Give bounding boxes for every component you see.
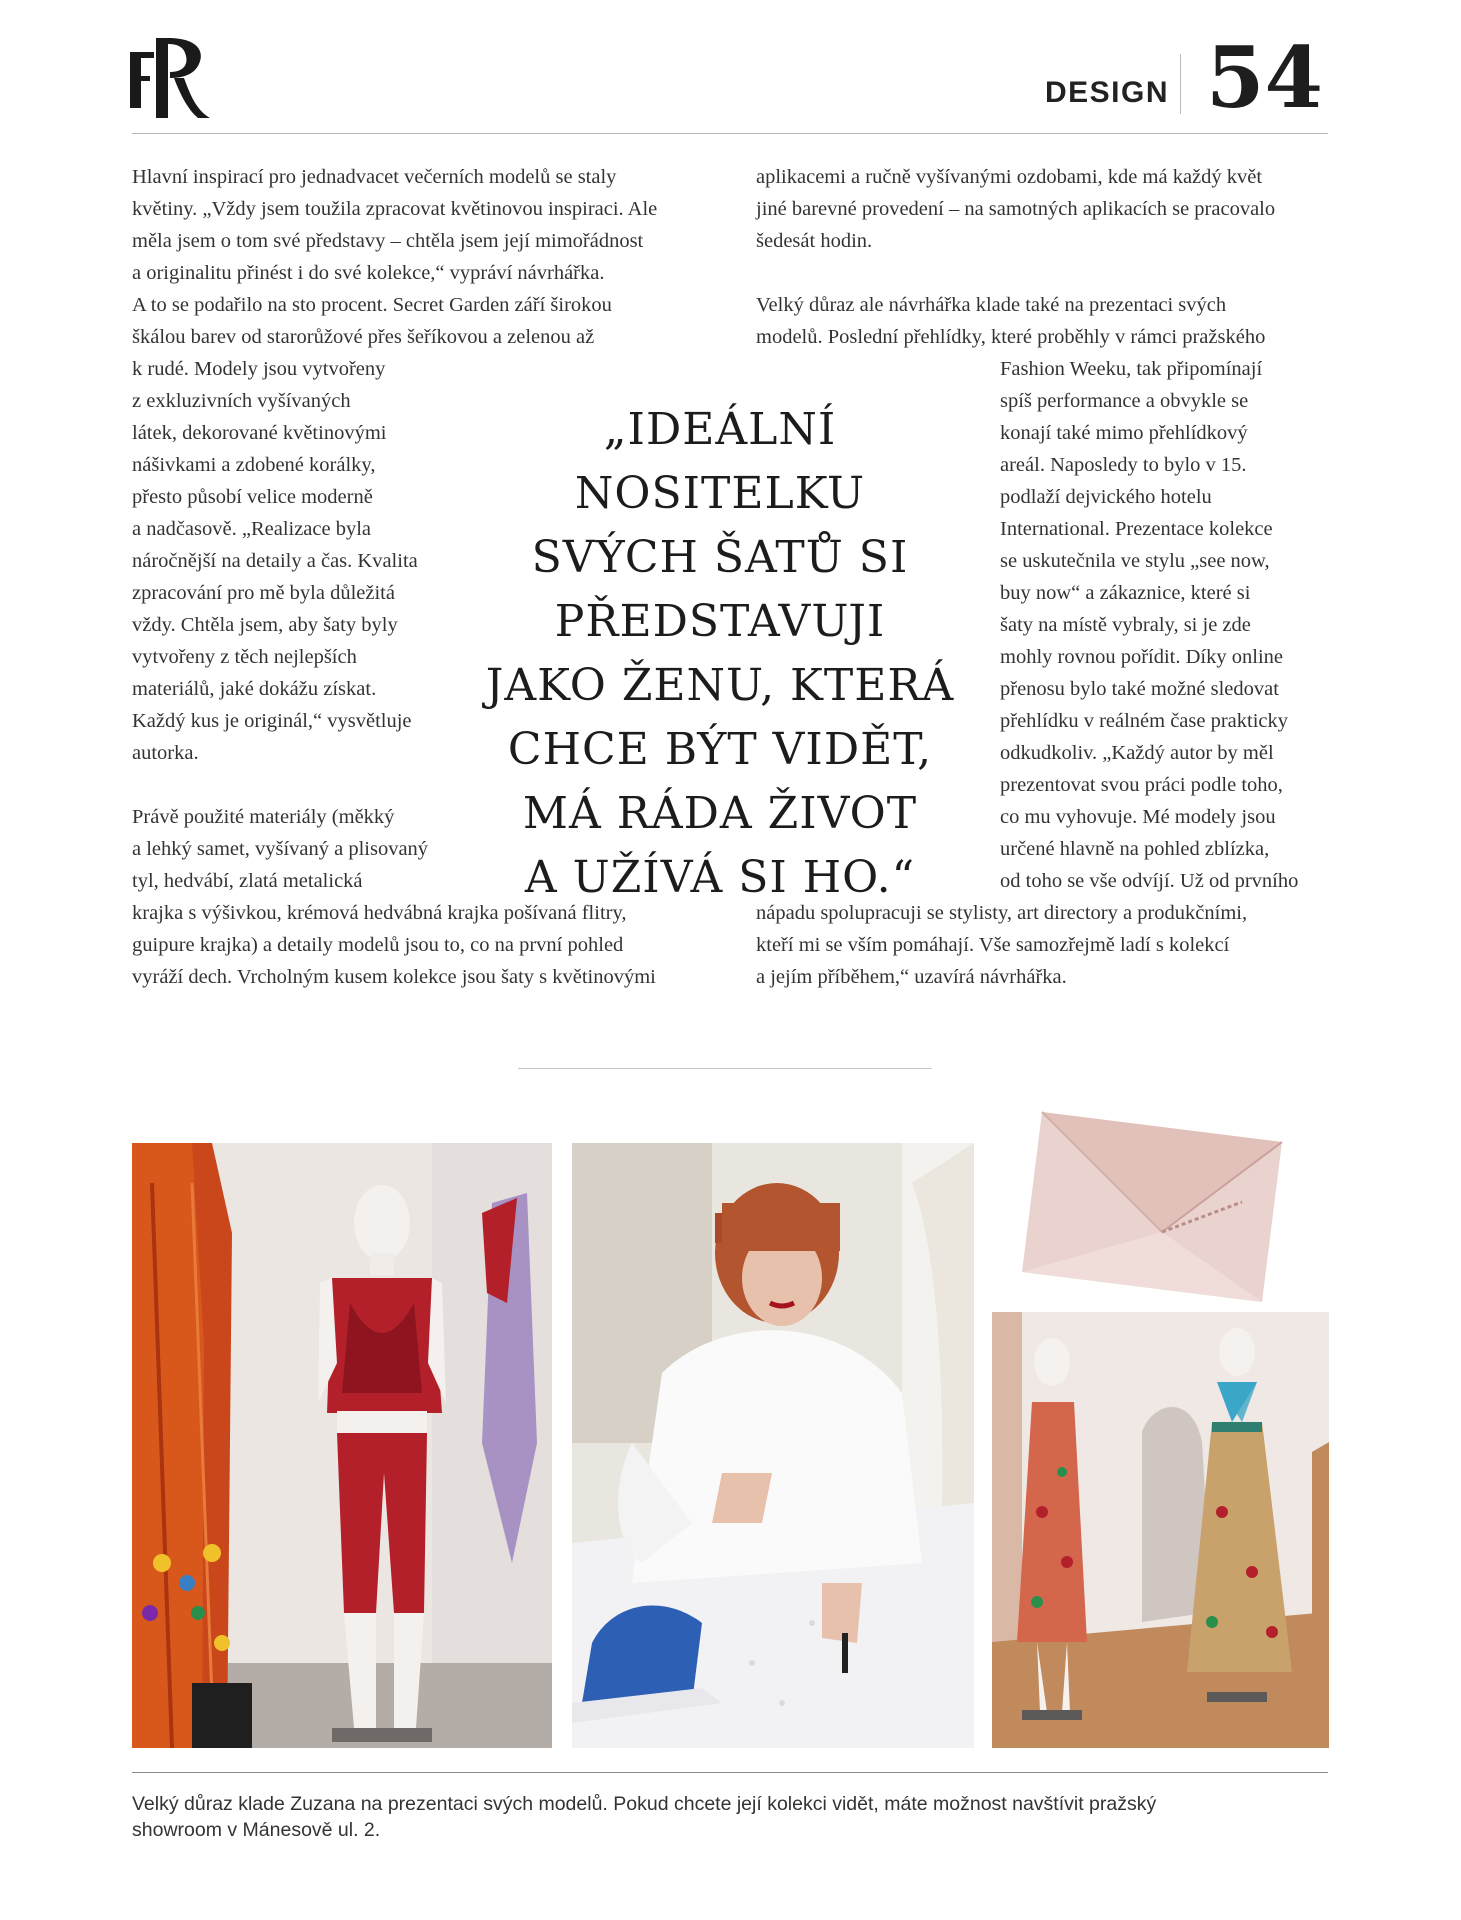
- article-text-line: šaty na místě vybraly, si je zde: [1000, 614, 1251, 636]
- article-text-line: zpracování pro mě byla důležitá: [132, 582, 395, 604]
- article-text-line: areál. Naposledy to bylo v 15.: [1000, 454, 1247, 476]
- caption-line: Velký důraz klade Zuzana na prezentaci svých modelů. Pokud chcete její kolekci vidět, máte možnost navštívit pražský: [132, 1793, 1157, 1815]
- pull-quote-line: „IDEÁLNÍ: [603, 404, 837, 455]
- article-text-line: [756, 257, 1336, 289]
- article-text-line: náročnější na detaily a čas. Kvalita: [132, 550, 418, 572]
- caption-rule: [132, 1772, 1328, 1773]
- article-text-line: jiné barevné provedení – na samotných aplikacích se pracovalo: [756, 198, 1276, 220]
- pull-quote-line: PŘEDSTAVUJI: [554, 596, 886, 647]
- article-text-line: a nadčasově. „Realizace byla: [132, 518, 372, 540]
- article-text-line: určené hlavně na pohled zblízka,: [1000, 838, 1270, 860]
- article-text-line: škálou barev od starorůžové přes šeříkovou a zelenou až: [132, 326, 595, 348]
- pull-quote-line: A UŽÍVÁ SI HO.“: [524, 852, 916, 903]
- article-text-line: guipure krajka) a detaily modelů jsou to, co na první pohled: [132, 934, 624, 956]
- article-text-line: vyráží dech. Vrcholným kusem kolekce jsou šaty s květinovými: [132, 966, 656, 988]
- photo-floral-dresses: [992, 1312, 1329, 1748]
- article-text-line: krajka s výšivkou, krémová hedvábná krajka pošívaná flitry,: [132, 902, 627, 924]
- article-text-line: vždy. Chtěla jsem, aby šaty byly: [132, 614, 398, 636]
- page-number: 54: [1206, 28, 1323, 127]
- photo-pink-clutch: [1012, 1102, 1298, 1322]
- article-text-line: se uskutečnila ve stylu „see now,: [1000, 550, 1270, 572]
- article-text-line: květiny. „Vždy jsem toužila zpracovat květinovou inspiraci. Ale: [132, 198, 658, 220]
- article-text-line: a originalitu přinést i do své kolekce,“ vypráví návrhářka.: [132, 262, 605, 284]
- header-divider: [1180, 54, 1181, 114]
- article-text-line: přesto působí velice moderně: [132, 486, 373, 508]
- photo-red-outfit-mannequin: [132, 1143, 552, 1748]
- article-text-line: International. Prezentace kolekce: [1000, 518, 1273, 540]
- article-text-line: kteří mi se vším pomáhají. Vše samozřejmě ladí s kolekcí: [756, 934, 1230, 956]
- article-text-line: a lehký samet, vyšívaný a plisovaný: [132, 838, 429, 860]
- article-text-line: z exkluzivních vyšívaných: [132, 390, 351, 412]
- pull-quote-line: MÁ RÁDA ŽIVOT: [522, 788, 918, 839]
- article-text-line: nápadu spolupracuji se stylisty, art directory a produkčními,: [756, 902, 1248, 924]
- article-text-line: Fashion Weeku, tak připomínají: [1000, 358, 1263, 380]
- article-text-line: autorka.: [132, 742, 199, 764]
- article-text-line: tyl, hedvábí, zlatá metalická: [132, 870, 363, 892]
- article-text-line: mohly rovnou pořídit. Díky online: [1000, 646, 1283, 668]
- pull-quote: [460, 398, 980, 910]
- article-text-line: nášivkami a zdobené korálky,: [132, 454, 376, 476]
- article-text-line: A to se podařilo na sto procent. Secret Garden září širokou: [132, 294, 612, 316]
- section-divider: [518, 1068, 932, 1069]
- pull-quote-line: NOSITELKU: [574, 468, 866, 519]
- photo-designer-ironing: [572, 1143, 974, 1748]
- article-text-line: co mu vyhovuje. Mé modely jsou: [1000, 806, 1276, 828]
- header-rule: [132, 133, 1328, 134]
- photo-caption: [132, 1791, 1328, 1843]
- magazine-logo: [128, 34, 214, 122]
- article-text-line: a jejím příběhem,“ uzavírá návrhářka.: [756, 966, 1067, 988]
- article-text-line: Právě použité materiály (měkký: [132, 806, 395, 828]
- article-text-line: přenosu bylo také možné sledovat: [1000, 678, 1279, 700]
- article-text-line: od toho se vše odvíjí. Už od prvního: [1000, 870, 1299, 892]
- article-text-line: materiálů, jaké dokážu získat.: [132, 678, 377, 700]
- article-text-line: přehlídku v reálném čase prakticky: [1000, 710, 1289, 732]
- caption-line: showroom v Mánesově ul. 2.: [132, 1819, 381, 1841]
- article-text-line: konají také mimo přehlídkový: [1000, 422, 1248, 444]
- article-text-line: Každý kus je originál,“ vysvětluje: [132, 710, 412, 732]
- article-text-line: Hlavní inspirací pro jednadvacet večerních modelů se staly: [132, 166, 617, 188]
- pull-quote-line: SVÝCH ŠATŮ SI: [531, 532, 909, 583]
- article-text-line: vytvořeny z těch nejlepších: [132, 646, 357, 668]
- article-text-line: látek, dekorované květinovými: [132, 422, 387, 444]
- article-text-line: odkudkoliv. „Každý autor by měl: [1000, 742, 1274, 764]
- article-text-line: měla jsem o tom své představy – chtěla jsem její mimořádnost: [132, 230, 644, 252]
- article-text-line: podlaží dejvického hotelu: [1000, 486, 1212, 508]
- article-text-line: Velký důraz ale návrhářka klade také na prezentaci svých: [756, 294, 1227, 316]
- article-text-line: prezentovat svou práci podle toho,: [1000, 774, 1283, 796]
- article-text-line: aplikacemi a ručně vyšívanými ozdobami, kde má každý květ: [756, 166, 1263, 188]
- article-text-line: spíš performance a obvykle se: [1000, 390, 1249, 412]
- article-text-line: šedesát hodin.: [756, 230, 873, 252]
- pull-quote-line: JAKO ŽENU, KTERÁ: [485, 660, 955, 711]
- article-text-line: buy now“ a zákaznice, které si: [1000, 582, 1251, 604]
- article-text-line: modelů. Poslední přehlídky, které proběhly v rámci pražského: [756, 326, 1266, 348]
- pull-quote-line: CHCE BÝT VIDĚT,: [507, 724, 933, 775]
- section-label: DESIGN: [1045, 76, 1170, 109]
- article-text-line: k rudé. Modely jsou vytvořeny: [132, 358, 386, 380]
